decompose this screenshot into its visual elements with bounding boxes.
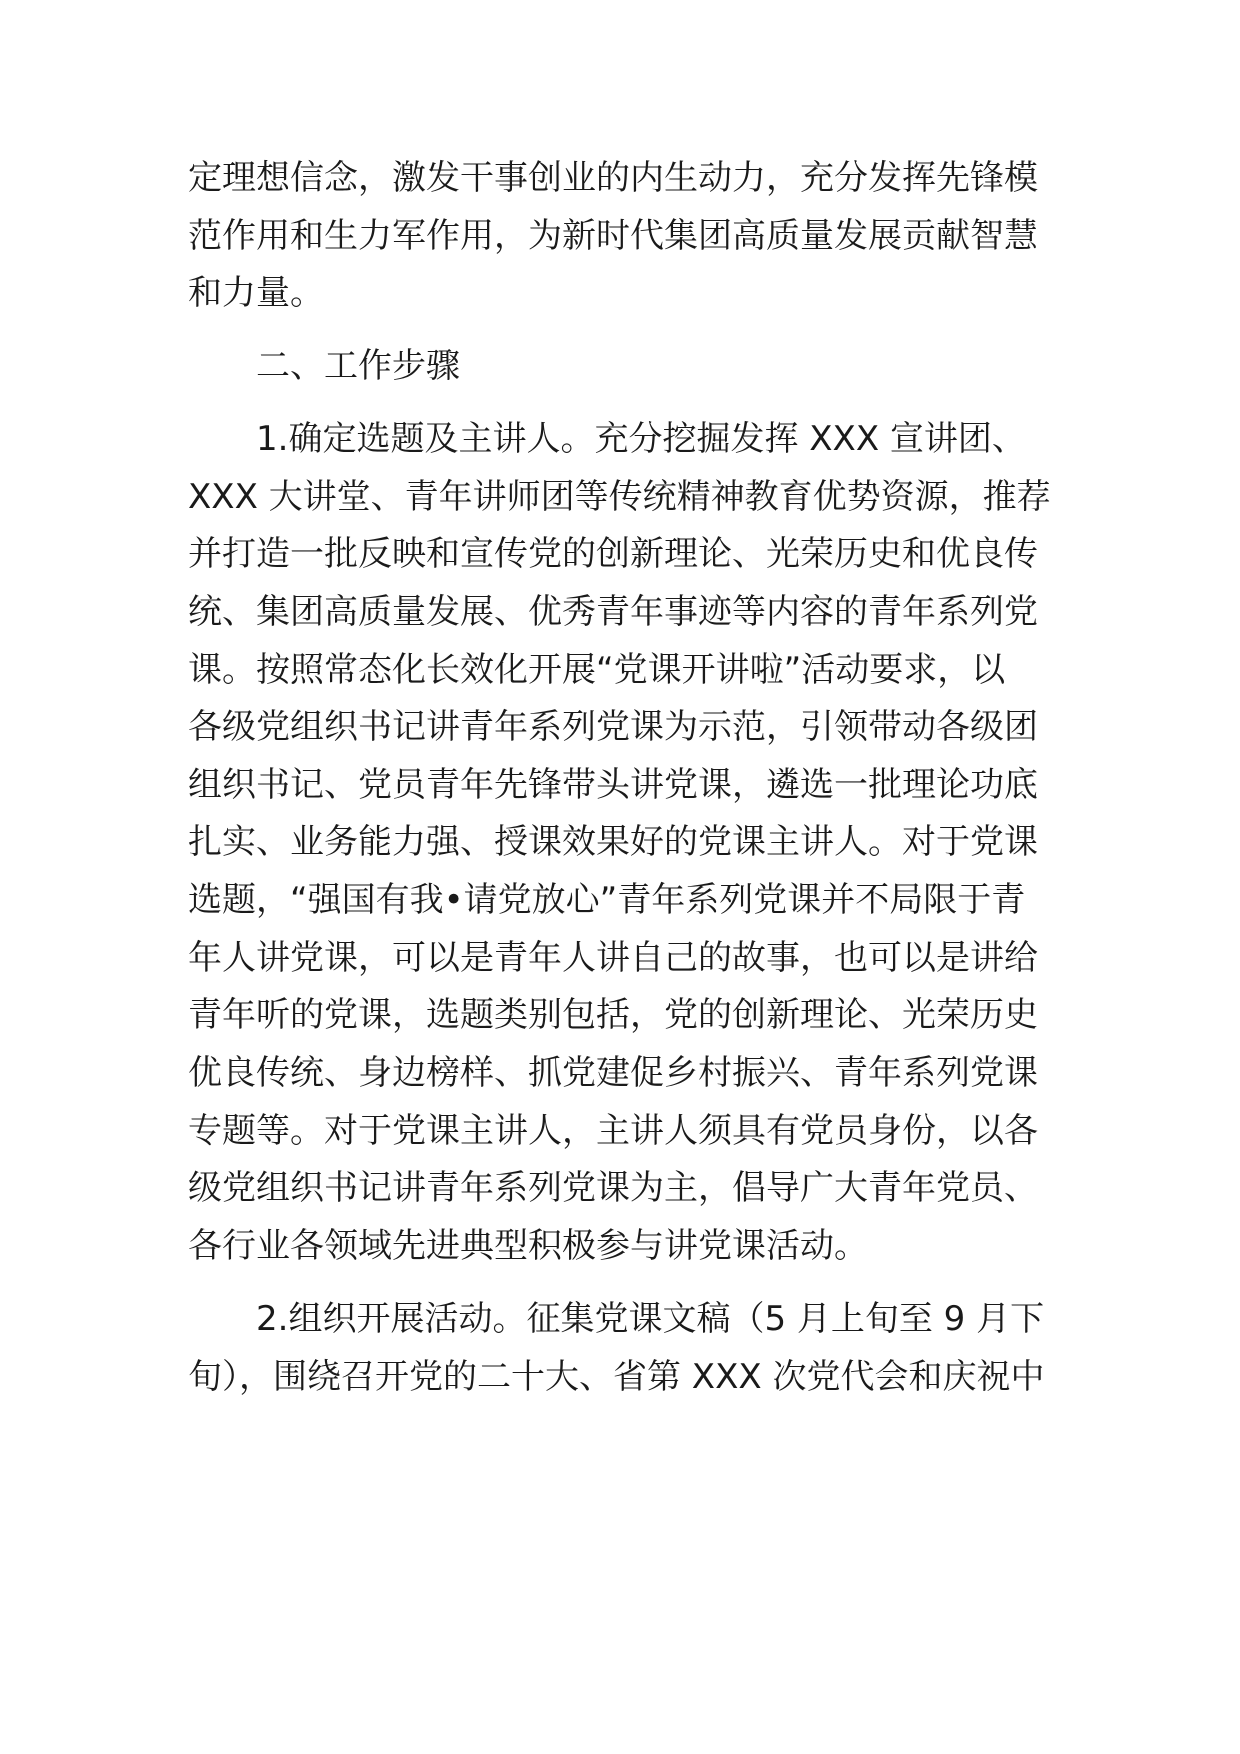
text-line: 统、集团高质量发展、优秀青年事迹等内容的青年系列党 [188, 592, 1038, 632]
text-line: 级党组织书记讲青年系列党课为主，倡导广大青年党员、 [188, 1168, 1038, 1208]
text-line: 课。按照常态化长效化开展“党课开讲啦”活动要求，以 [188, 650, 1006, 690]
text-line: 1.确定选题及主讲人。充分挖掘发挥 XXX 宣讲团、 [256, 419, 1026, 459]
text-line: 定理想信念，激发干事创业的内生动力，充分发挥先锋模 [188, 158, 1038, 198]
text-line: 2.组织开展活动。征集党课文稿（5 月上旬至 9 月下 [256, 1299, 1045, 1339]
section-heading: 二、工作步骤 [256, 346, 460, 386]
text-line: 专题等。对于党课主讲人，主讲人须具有党员身份，以各 [188, 1111, 1038, 1151]
text-line: 选题，“强国有我•请党放心”青年系列党课并不局限于青 [188, 880, 1026, 920]
text-line: 优良传统、身边榜样、抓党建促乡村振兴、青年系列党课 [188, 1053, 1038, 1093]
text-line: 青年听的党课，选题类别包括，党的创新理论、光荣历史 [188, 995, 1038, 1035]
text-line: 和力量。 [188, 273, 324, 313]
text-line: 扎实、业务能力强、授课效果好的党课主讲人。对于党课 [188, 822, 1038, 862]
text-line: 并打造一批反映和宣传党的创新理论、光荣历史和优良传 [188, 534, 1038, 574]
text-line: 旬），围绕召开党的二十大、省第 XXX 次党代会和庆祝中 [188, 1357, 1045, 1397]
text-line: 年人讲党课，可以是青年人讲自己的故事，也可以是讲给 [188, 938, 1038, 978]
text-line: 范作用和生力军作用，为新时代集团高质量发展贡献智慧 [188, 216, 1038, 256]
text-line: 各行业各领域先进典型积极参与讲党课活动。 [188, 1226, 868, 1266]
text-line: 组织书记、党员青年先锋带头讲党课，遴选一批理论功底 [188, 765, 1038, 805]
text-line: 各级党组织书记讲青年系列党课为示范，引领带动各级团 [188, 707, 1038, 747]
text-line: XXX 大讲堂、青年讲师团等传统精神教育优势资源，推荐 [188, 477, 1051, 517]
